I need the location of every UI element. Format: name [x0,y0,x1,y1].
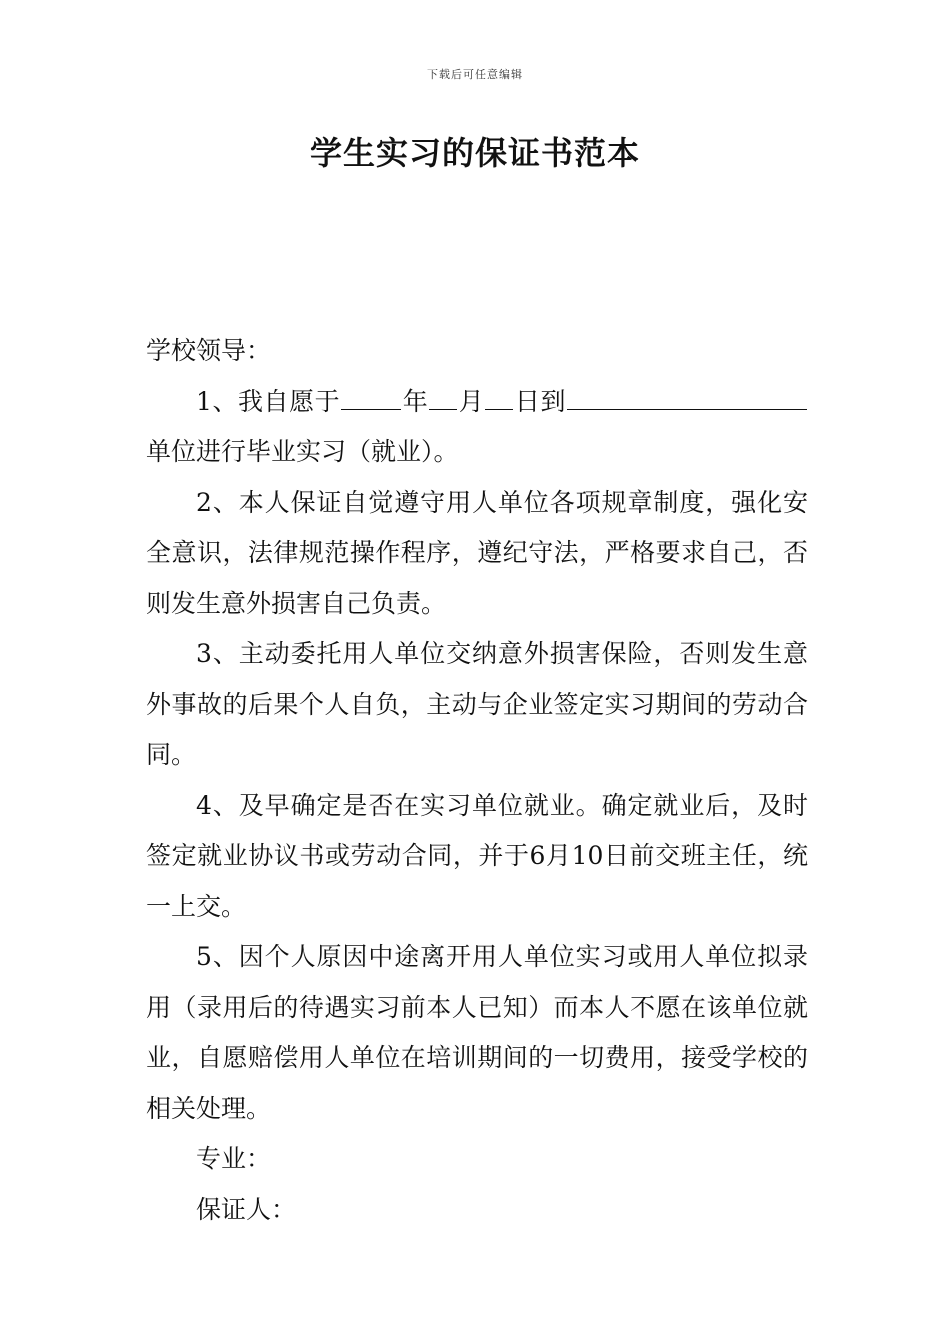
item-5: 5、因个人原因中途离开用人单位实习或用人单位拟录用（录用后的待遇实习前本人已知）而本人不愿在该单位就业，自愿赔偿用人单位在培训期间的一切费用，接受学校的相关处理。 [146,942,808,1123]
day-blank[interactable] [485,387,513,410]
item-1-suffix: 单位进行毕业实习（就业）。 [146,437,459,466]
year-blank[interactable] [341,387,401,410]
document-body [146,326,808,1235]
salutation: 学校领导： [146,336,272,365]
item-1-day-label: 日到 [514,386,566,416]
item-2: 2、本人保证自觉遵守用人单位各项规章制度，强化安全意识，法律规范操作程序，遵纪守法，严格要求自己，否则发生意外损害自己负责。 [146,487,808,618]
item-1-month-label: 月 [458,386,485,416]
unit-blank[interactable] [567,387,807,410]
month-blank[interactable] [429,387,457,410]
item-4: 4、及早确定是否在实习单位就业。确定就业后，及时签定就业协议书或劳动合同，并于6月10日前交班主任，统一上交。 [146,790,808,921]
document-title: 学生实习的保证书范本 [309,134,640,172]
header-note: 下载后可任意编辑 [427,68,523,81]
item-3: 3、主动委托用人单位交纳意外损害保险，否则发生意外事故的后果个人自负，主动与企业签定实习期间的劳动合同。 [146,639,808,769]
item-1-year-label: 年 [402,386,429,416]
item-1 [146,377,808,478]
item-1-prefix: 1、我自愿于 [196,386,341,416]
major-label: 专业： [196,1144,272,1173]
guarantor-label: 保证人： [196,1194,297,1224]
